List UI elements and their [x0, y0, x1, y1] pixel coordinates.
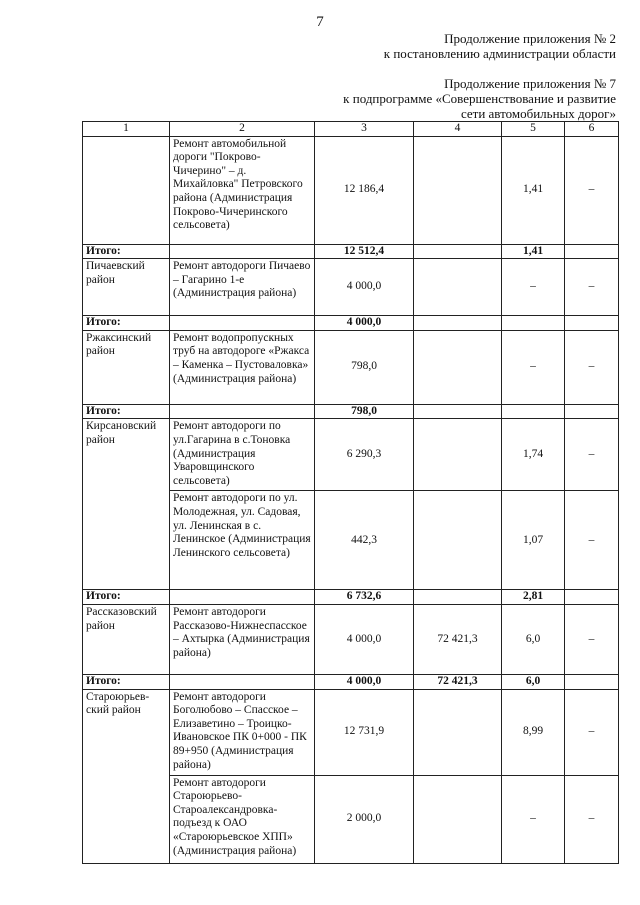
district-cell: Рассказовский район	[83, 604, 170, 674]
total-row	[83, 404, 619, 419]
amount-cell-2	[414, 136, 502, 244]
length-cell: 1,07	[502, 491, 565, 590]
total-amount: 12 512,4	[315, 244, 414, 259]
column-number: 5	[502, 122, 565, 137]
header-line-2: к постановлению администрации области	[383, 46, 616, 61]
header-line-4: к подпрограмме «Совершенствование и развитие	[343, 91, 616, 106]
total-row	[83, 590, 619, 605]
amount-cell-2	[414, 419, 502, 491]
col6-cell: –	[565, 775, 619, 863]
work-description: Ремонт автодороги по ул.Гагарина в с.Тоновка (Администрация Уваровщинского сельсовета)	[170, 419, 315, 491]
table-row	[83, 136, 619, 244]
amount-cell: 798,0	[315, 330, 414, 404]
col6-cell: –	[565, 419, 619, 491]
length-cell: –	[502, 330, 565, 404]
column-number: 3	[315, 122, 414, 137]
table-row	[83, 689, 619, 775]
work-description: Ремонт автодороги Боголюбово – Спасское – Елизаветино – Троицко-Ивановское ПК 0+000 - ПК 89+950 (Администрация района)	[170, 689, 315, 775]
amount-cell: 12 186,4	[315, 136, 414, 244]
length-cell: 1,74	[502, 419, 565, 491]
total-amount-2: 72 421,3	[414, 674, 502, 689]
length-cell: 6,0	[502, 604, 565, 674]
total-length: 2,81	[502, 590, 565, 605]
total-col6	[565, 674, 619, 689]
amount-cell: 2 000,0	[315, 775, 414, 863]
roads-table	[82, 121, 619, 864]
total-col6	[565, 244, 619, 259]
total-label: Итого:	[83, 590, 170, 605]
amount-cell-2	[414, 689, 502, 775]
total-row	[83, 316, 619, 331]
amount-cell-2	[414, 330, 502, 404]
column-number: 1	[83, 122, 170, 137]
total-amount-2	[414, 316, 502, 331]
total-amount: 4 000,0	[315, 674, 414, 689]
header-line-3: Продолжение приложения № 7	[444, 76, 616, 91]
total-label: Итого:	[83, 404, 170, 419]
length-cell: 1,41	[502, 136, 565, 244]
work-description: Ремонт автодороги Рассказово-Нижнеспасское – Ахтырка (Администрация района)	[170, 604, 315, 674]
total-col6	[565, 590, 619, 605]
total-row	[83, 674, 619, 689]
total-col6	[565, 316, 619, 331]
column-number-row	[83, 122, 619, 137]
total-row	[83, 244, 619, 259]
total-length: 6,0	[502, 674, 565, 689]
column-number: 2	[170, 122, 315, 137]
amount-cell: 12 731,9	[315, 689, 414, 775]
total-amount: 6 732,6	[315, 590, 414, 605]
amount-cell: 4 000,0	[315, 604, 414, 674]
length-cell: –	[502, 775, 565, 863]
total-length: 1,41	[502, 244, 565, 259]
amount-cell: 4 000,0	[315, 259, 414, 316]
amount-cell-2	[414, 259, 502, 316]
header-line-5: сети автомобильных дорог»	[460, 106, 616, 121]
amount-cell-2	[414, 491, 502, 590]
district-cell: Староюрьев-ский район	[83, 689, 170, 863]
total-label: Итого:	[83, 316, 170, 331]
appendix-header-2	[343, 76, 616, 121]
amount-cell-2: 72 421,3	[414, 604, 502, 674]
total-amount-2	[414, 404, 502, 419]
header-line-1: Продолжение приложения № 2	[444, 31, 616, 46]
work-description: Ремонт автомобильной дороги "Покрово-Чичерино" – д. Михайловка" Петровского района (Администрация Покрово-Чичеринского сельсовета)	[170, 136, 315, 244]
col6-cell: –	[565, 491, 619, 590]
total-length	[502, 316, 565, 331]
column-number: 4	[414, 122, 502, 137]
total-length	[502, 404, 565, 419]
table-row	[83, 419, 619, 491]
total-amount-2	[414, 244, 502, 259]
work-description: Ремонт автодороги Староюрьево-Старoалександровка-подъезд к ОАО «Староюрьевское ХПП» (Администрация района)	[170, 775, 315, 863]
work-description: Ремонт водопропускных труб на автодороге «Ржакса – Каменка – Пустоваловка» (Администрация района)	[170, 330, 315, 404]
district-cell: Пичаевский район	[83, 259, 170, 316]
col6-cell: –	[565, 604, 619, 674]
work-description: Ремонт автодороги по ул. Молодежная, ул. Садовая, ул. Ленинская в с. Ленинское (Администрация Ленинского сельсовета)	[170, 491, 315, 590]
length-cell: –	[502, 259, 565, 316]
column-number: 6	[565, 122, 619, 137]
total-amount: 798,0	[315, 404, 414, 419]
amount-cell: 442,3	[315, 491, 414, 590]
col6-cell: –	[565, 259, 619, 316]
col6-cell: –	[565, 136, 619, 244]
table-row	[83, 330, 619, 404]
amount-cell: 6 290,3	[315, 419, 414, 491]
length-cell: 8,99	[502, 689, 565, 775]
table-row	[83, 604, 619, 674]
col6-cell: –	[565, 330, 619, 404]
total-amount: 4 000,0	[315, 316, 414, 331]
total-label: Итого:	[83, 674, 170, 689]
amount-cell-2	[414, 775, 502, 863]
district-cell: Кирсановский район	[83, 419, 170, 590]
col6-cell: –	[565, 689, 619, 775]
district-cell: Ржаксинский район	[83, 330, 170, 404]
appendix-header-1	[384, 31, 616, 61]
total-amount-2	[414, 590, 502, 605]
total-col6	[565, 404, 619, 419]
work-description: Ремонт автодороги Пичаево – Гагарино 1-е (Администрация района)	[170, 259, 315, 316]
page-number: 7	[316, 14, 324, 30]
table-row	[83, 259, 619, 316]
total-label: Итого:	[83, 244, 170, 259]
district-cell	[83, 136, 170, 244]
